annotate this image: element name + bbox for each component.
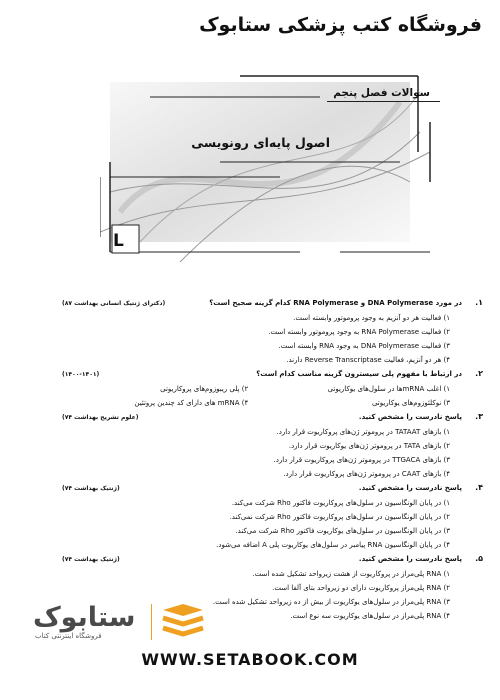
question-source: (۱۴۰۰-۱۴۰۱): [62, 371, 100, 378]
question-text: پاسخ نادرست را مشخص کنید.: [358, 413, 462, 421]
website-url[interactable]: WWW.SETABOOK.COM: [141, 650, 359, 669]
question-2: [62, 367, 483, 410]
question-text: پاسخ نادرست را مشخص کنید.: [358, 484, 462, 492]
question-number: ۱.: [475, 298, 483, 307]
store-title: فروشگاه کتب پزشکی ستابوک: [199, 14, 482, 36]
option: ۲) RNA پلی‌مراز پروکاریوت دارای دو زیرواحد بتای آلفا است.: [272, 584, 450, 592]
option: ۴) هر دو آنزیم، فعالیت Reverse Transcriptase دارند.: [286, 356, 450, 364]
option: ۱) بازهای TATAAT در پروموتر ژن‌های پروکاریوت قرار دارد.: [276, 428, 450, 436]
question-source: (دکترای ژنتیک انسانی بهداشت ۸۷): [62, 300, 166, 307]
question-source: (ژنتیک بهداشت ۷۴): [62, 485, 120, 492]
question-4: [62, 481, 483, 552]
question-number: ۲.: [475, 369, 483, 378]
setabook-logo: [33, 602, 233, 647]
topic-title: اصول پایه‌ای رونویسی: [191, 135, 330, 150]
option: ۲) پلی ریبوزوم‌های پروکاریوتی: [160, 385, 249, 393]
option: ۱) در پایان الونگاسیون در سلول‌های پروکاریوت فاکتور Rho شرکت می‌کند.: [231, 499, 450, 507]
option: ۳) نوکلئوزوم‌های یوکاریوتی: [371, 399, 450, 407]
question-source: (ژنتیک بهداشت ۷۴): [62, 556, 120, 563]
question-source: (علوم تشریح بهداشت ۷۴): [62, 414, 139, 421]
option: ۴) در پایان الونگاسیون RNA پیامبر در سلول‌های یوکاریوت پلی A اضافه می‌شود.: [216, 541, 450, 549]
question-number: ۴.: [475, 483, 483, 492]
option: ۴) بازهای CAAT در پروموتر ژن‌های پروکاریوت قرار دارد.: [283, 470, 450, 478]
question-text: در مورد DNA Polymerase و RNA Polymerase کدام گزینه صحیح است؟: [209, 299, 462, 307]
question-3: [62, 410, 483, 481]
option: ۲) بازهای TATA در پروموتر ژن‌های یوکاریوت قرار دارد.: [288, 442, 450, 450]
chapter-letter: L: [113, 231, 124, 251]
question-number: ۳.: [475, 412, 483, 421]
book-stack-icon: [161, 604, 205, 642]
option: ۲) فعالیت RNA Polymerase به وجود پروموتور وابسته است.: [268, 328, 450, 336]
question-1: [62, 296, 483, 367]
option: ۳) بازهای TTGACA در پروموتر ژن‌های پروکاریوت قرار دارد.: [273, 456, 450, 464]
option: ۳) RNA پلی‌مراز در سلول‌های یوکاریوت از بیش از ده زیرواحد تشکیل شده است.: [212, 598, 450, 606]
question-number: ۵.: [475, 554, 483, 563]
question-text: در ارتباط با مفهوم پلی سیسترون گزینه مناسب کدام است؟: [256, 370, 462, 378]
option: ۲) در پایان الونگاسیون در سلول‌های پروکاریوت فاکتور Rho شرکت نمی‌کند.: [229, 513, 450, 521]
logo-text: ستابوک: [33, 602, 136, 633]
questions-list: [62, 296, 483, 623]
question-text: پاسخ نادرست را مشخص کنید.: [358, 555, 462, 563]
option: ۱) اغلب mRNAها در سلول‌های یوکاریوتی: [327, 385, 450, 393]
logo-separator: [151, 604, 152, 640]
option: ۳) در پایان الونگاسیون در سلول‌های یوکاریوت فاکتور Rho شرکت می‌کند.: [235, 527, 450, 535]
chapter-title: سوالات فصل پنجم: [327, 87, 440, 102]
option: ۴) mRNA های دارای کد چندین پروتئین: [134, 399, 249, 407]
option: ۱) فعالیت هر دو آنزیم به وجود پروموتور وابسته است.: [293, 314, 450, 322]
option: ۱) RNA پلی‌مراز در پروکاریوت از هشت زیرواحد تشکیل شده است.: [252, 570, 450, 578]
logo-subtitle: فروشگاه اینترنتی کتاب: [35, 632, 102, 640]
option: ۴) RNA پلی‌مراز در سلول‌های یوکاریوت سه نوع است.: [290, 612, 450, 620]
option: ۳) فعالیت DNA Polymerase به وجود RNA وابسته است.: [278, 342, 450, 350]
